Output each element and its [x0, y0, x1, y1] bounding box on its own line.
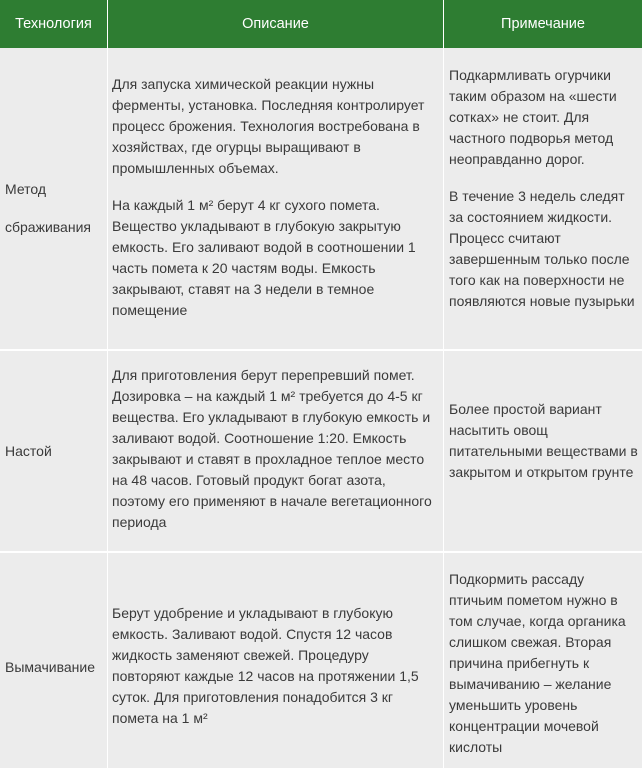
table-header — [0, 0, 642, 48]
row1-description-paragraph1: Для запуска химической реакции нужны ферменты, установка. Последняя контролирует процесс брожения. Технология востребована в хозяйствах, где огурцы выращивают в промышленных объемах. — [112, 76, 425, 176]
header-note: Примечание — [501, 16, 585, 32]
row1-technology — [5, 170, 105, 246]
row3-technology: Вымачивание — [5, 659, 96, 675]
row1-note — [449, 65, 641, 312]
header-technology: Технология — [15, 16, 92, 32]
row1-note-paragraph2: В течение 3 недель следят за состоянием жидкости. Процесс считают завершенным только после того как на поверхности не появляются новые пузырьки — [449, 188, 635, 309]
header-description: Описание — [242, 16, 309, 32]
row1-technology-line1: Метод — [5, 181, 47, 197]
column-divider — [443, 0, 444, 768]
row2-description: Для приготовления берут перепревший помет. Дозировка – на каждый 1 м² требуется до 4-5 кг вещества. Его укладывают в глубокую емкость и заливают водой. Соотношение 1:20. Емкость закрывают и ставят в прохладное теплое место на 48 часов. Готовый продукт богат азота, поэтому его применяют в начале вегетационного периода — [112, 367, 432, 530]
row1-note-paragraph1: Подкармливать огурчики таким образом на «шести сотках» не стоит. Для частного подворья метод неоправданно дорог. — [449, 67, 617, 167]
row-divider — [0, 349, 642, 351]
row2-note: Более простой вариант насытить овощ питательными веществами в закрытом и открытом грунте — [449, 401, 638, 480]
row1-description-paragraph2: На каждый 1 м² берут 4 кг сухого помета. Вещество укладывают в глубокую закрытую емкость. Его заливают водой в соотношении 1 часть помета к 20 частям воды. Емкость закрывают, ставят на 3 недели в темное помещение — [112, 197, 416, 318]
row1-description — [112, 74, 438, 321]
row-divider — [0, 551, 642, 553]
row3-note: Подкормить рассаду птичьим пометом нужно в том случае, когда органика слишком свежая. Вторая причина прибегнуть к вымачиванию – желание уменьшить уровень концентрации мочевой кислоты — [449, 571, 626, 755]
row1-technology-line2: сбраживания — [5, 219, 91, 235]
row2-technology: Настой — [5, 443, 52, 459]
column-divider — [107, 0, 108, 768]
row3-description: Берут удобрение и укладывают в глубокую емкость. Заливают водой. Спустя 12 часов жидкость заменяют свежей. Процедуру повторяют каждые 12 часов на протяжении 1,5 суток. Для приготовления понадобится 3 кг помета на 1 м² — [112, 605, 419, 726]
